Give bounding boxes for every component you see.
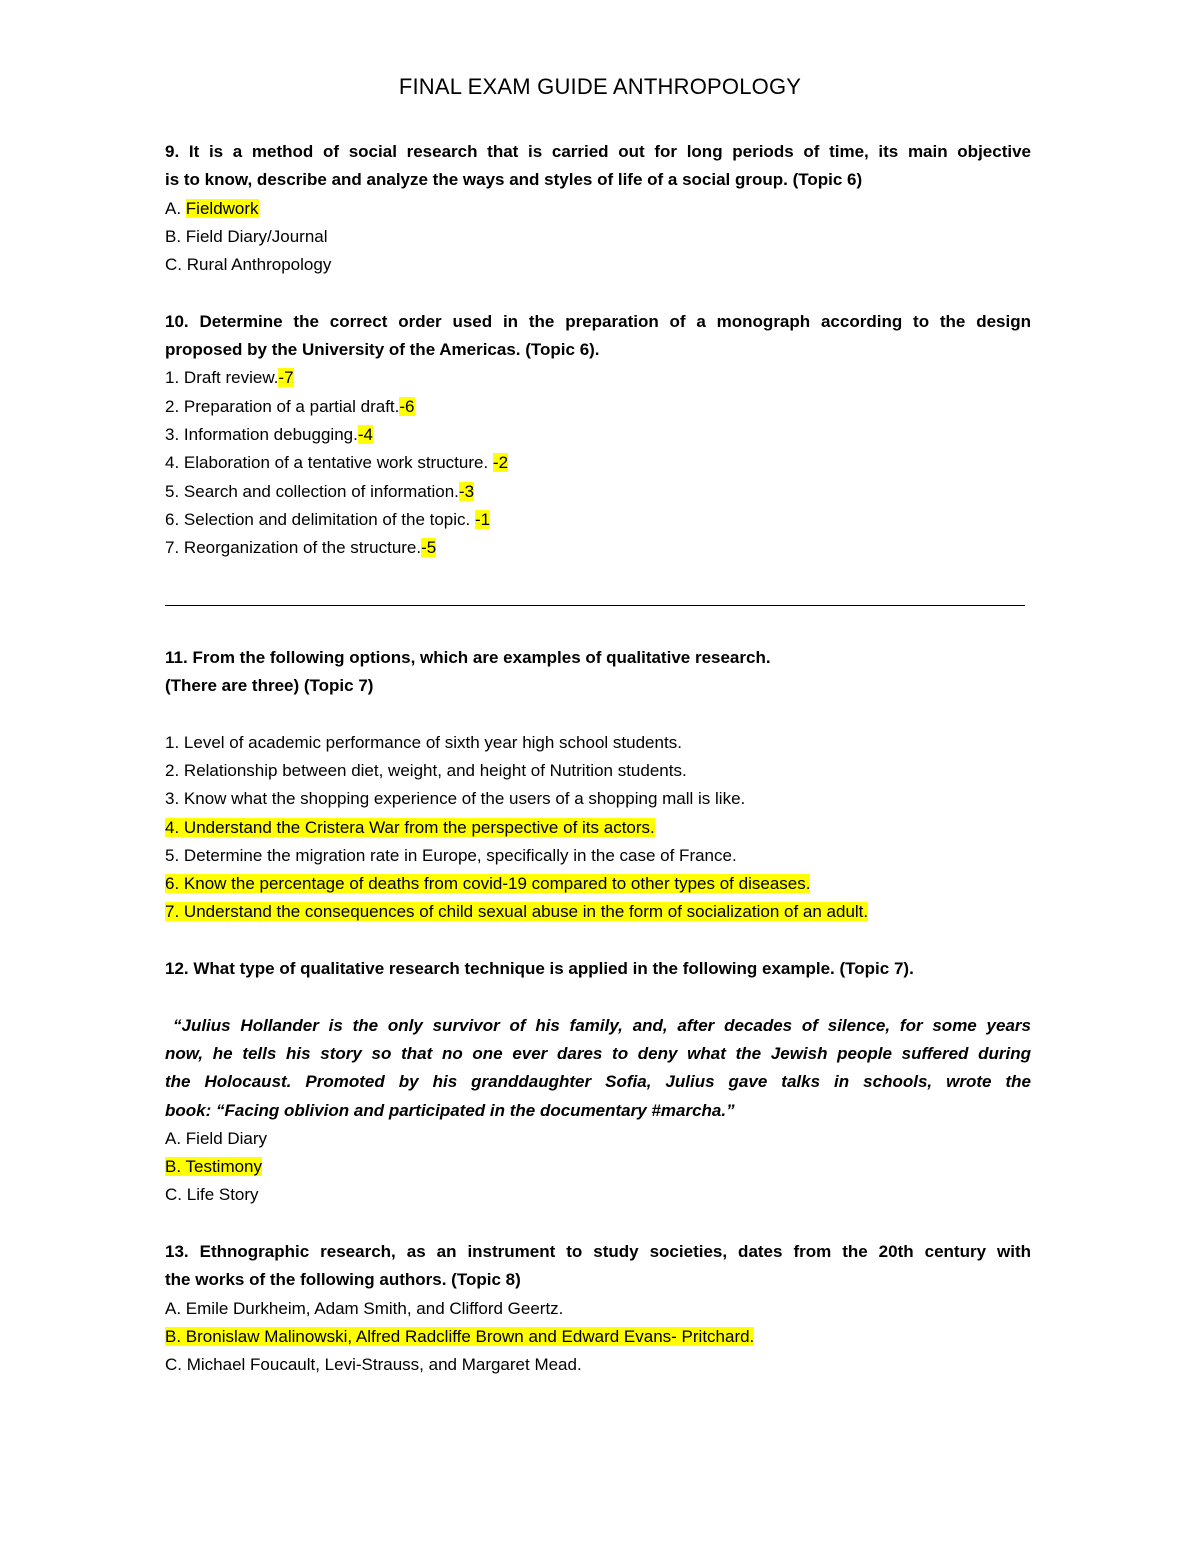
option-b [165, 1323, 1031, 1351]
answer-highlight: -3 [458, 481, 475, 501]
answer-highlight: -6 [399, 396, 415, 416]
option-a: A. Field Diary [165, 1128, 268, 1148]
question-13-stem-line-1: 13. Ethnographic research, as an instrument to study societies, dates from the 20th century with [165, 1241, 1031, 1261]
answer-highlight: B. Bronislaw Malinowski, Alfred Radcliffe Brown and Edward Evans- Pritchard. [165, 1326, 755, 1346]
question-10-stem-line-1: 10. Determine the correct order used in the preparation of a monograph according to the design [165, 311, 1031, 331]
horizontal-divider [165, 605, 1025, 606]
list-item [165, 814, 1031, 842]
example-quote [165, 1012, 1031, 1125]
question-12-stem: 12. What type of qualitative research technique is applied in the following example. (Topic 7). [165, 959, 914, 979]
answer-highlight: Fieldwork [185, 198, 259, 218]
list-item: 7. Reorganization of the structure.-5 [165, 538, 437, 558]
quote-line: the Holocaust. Promoted by his granddaughter Sofia, Julius gave talks in schools, wrote the [165, 1072, 1031, 1092]
list-item: 2. Preparation of a partial draft.-6 [165, 396, 415, 416]
answer-highlight: -1 [475, 509, 491, 529]
option-c: C. Life Story [165, 1185, 259, 1205]
question-11-stem-line-1: 11. From the following options, which are examples of qualitative research. [165, 647, 771, 667]
answer-highlight: 7. Understand the consequences of child sexual abuse in the form of socialization of an adult. [165, 902, 869, 922]
option-a: A. Fieldwork [165, 198, 259, 218]
option-b: B. Field Diary/Journal [165, 226, 328, 246]
question-9 [165, 138, 1031, 279]
answer-highlight: -5 [421, 538, 437, 558]
list-item: 1. Draft review.-7 [165, 368, 294, 388]
option-c: C. Michael Foucault, Levi-Strauss, and Margaret Mead. [165, 1355, 582, 1375]
list-item: 6. Selection and delimitation of the topic. -1 [165, 509, 491, 529]
answer-highlight: -7 [278, 368, 294, 388]
quote-line: “Julius Hollander is the only survivor of his family, and, after decades of silence, for some years [173, 1015, 1031, 1035]
option-c: C. Rural Anthropology [165, 255, 332, 275]
list-item: 3. Information debugging.-4 [165, 424, 373, 444]
question-9-stem-line-1: 9. It is a method of social research that is carried out for long periods of time, its main objective [165, 142, 1031, 161]
list-item [165, 870, 1031, 898]
list-item: 2. Relationship between diet, weight, and height of Nutrition students. [165, 760, 687, 780]
question-13 [165, 1238, 1031, 1379]
answer-highlight: B. Testimony [165, 1157, 263, 1177]
question-10 [165, 308, 1031, 563]
question-11-stem-line-2: (There are three) (Topic 7) [165, 676, 374, 696]
option-a: A. Emile Durkheim, Adam Smith, and Clifford Geertz. [165, 1298, 564, 1318]
list-item [165, 898, 1031, 926]
option-b [165, 1153, 1031, 1181]
question-11 [165, 644, 1031, 927]
list-item: 4. Elaboration of a tentative work structure. -2 [165, 453, 509, 473]
document-title: FINAL EXAM GUIDE ANTHROPOLOGY [398, 74, 802, 99]
quote-line: now, he tells his story so that no one ever dares to deny what the Jewish people suffered during [165, 1043, 1031, 1063]
answer-highlight: -4 [357, 424, 373, 444]
answer-highlight: -2 [492, 453, 509, 473]
quote-line: book: “Facing oblivion and participated in the documentary #marcha.” [165, 1100, 735, 1120]
question-9-stem-line-2: is to know, describe and analyze the ways and styles of life of a social group. (Topic 6) [165, 170, 863, 190]
list-item: 1. Level of academic performance of sixth year high school students. [165, 732, 682, 752]
answer-highlight: 4. Understand the Cristera War from the perspective of its actors. [165, 817, 655, 837]
list-item: 5. Determine the migration rate in Europe, specifically in the case of France. [165, 845, 737, 865]
answer-highlight: 6. Know the percentage of deaths from covid-19 compared to other types of diseases. [165, 874, 811, 894]
document-body [165, 138, 1031, 1379]
question-13-stem-line-2: the works of the following authors. (Topic 8) [165, 1270, 521, 1290]
question-12 [165, 955, 1031, 1210]
list-item: 5. Search and collection of information.-3 [165, 481, 475, 501]
question-10-stem-line-2: proposed by the University of the Americas. (Topic 6). [165, 340, 600, 360]
list-item: 3. Know what the shopping experience of the users of a shopping mall is like. [165, 789, 746, 809]
